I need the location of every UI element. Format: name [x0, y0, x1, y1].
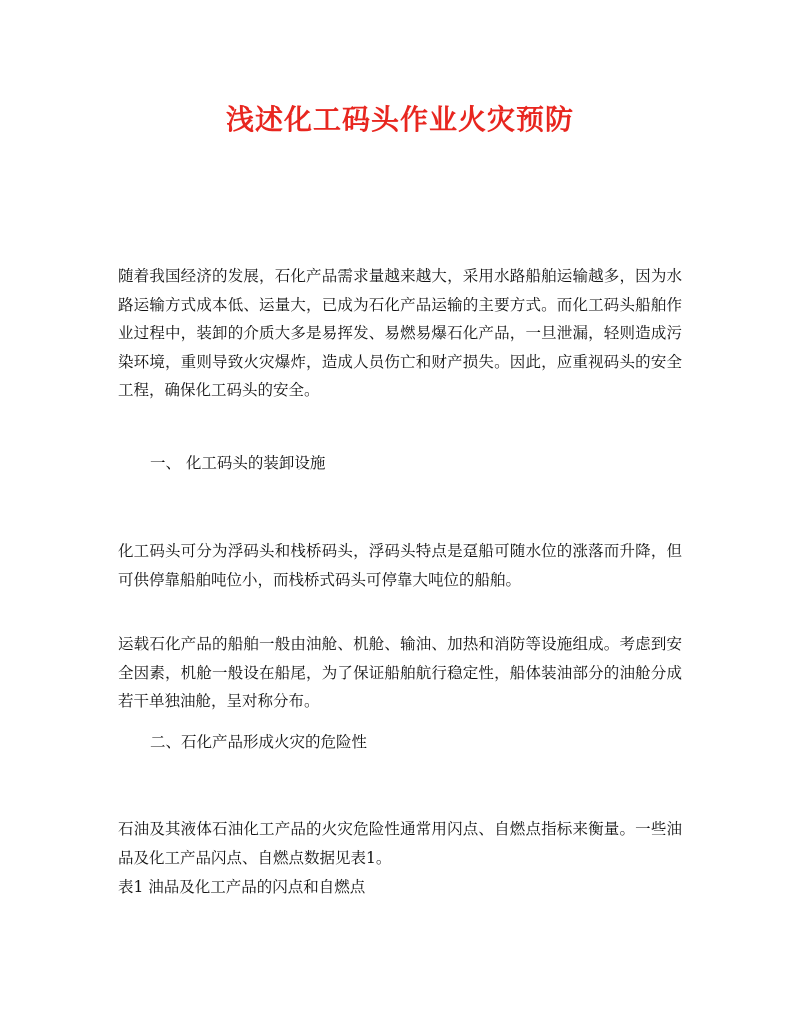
section-2-paragraph-1: 石油及其液体石油化工产品的火灾危险性通常用闪点、自燃点指标来衡量。一些油品及化工产品闪点、自燃点数据见表1。 — [118, 820, 682, 867]
table-1-caption: 表1 油品及化工产品的闪点和自燃点 — [118, 878, 366, 896]
document-title: 浅述化工码头作业火灾预防 — [225, 103, 574, 136]
section-1-paragraph-2: 运载石化产品的船舶一般由油舱、机舱、输油、加热和消防等设施组成。考虑到安全因素，机舱一般设在船尾，为了保证船舶航行稳定性，船体装油部分的油舱分成若干单独油舱，呈对称分布。 — [118, 635, 682, 710]
intro-paragraph: 随着我国经济的发展，石化产品需求量越来越大，采用水路船舶运输越多，因为水路运输方式成本低、运量大，已成为石化产品运输的主要方式。而化工码头船舶作业过程中，装卸的介质大多是易挥发、易燃易爆石化产品，一旦泄漏，轻则造成污染环境，重则导致火灾爆炸，造成人员伤亡和财产损失。因此，应重视码头的安全工程，确保化工码头的安全。 — [118, 267, 682, 399]
section-1-paragraph-1: 化工码头可分为浮码头和栈桥码头，浮码头特点是趸船可随水位的涨落而升降，但可供停靠船舶吨位小，而栈桥式码头可停靠大吨位的船舶。 — [118, 542, 682, 589]
section-2-heading: 二、石化产品形成火灾的危险性 — [150, 733, 368, 751]
section-1-heading: 一、 化工码头的装卸设施 — [150, 454, 326, 472]
